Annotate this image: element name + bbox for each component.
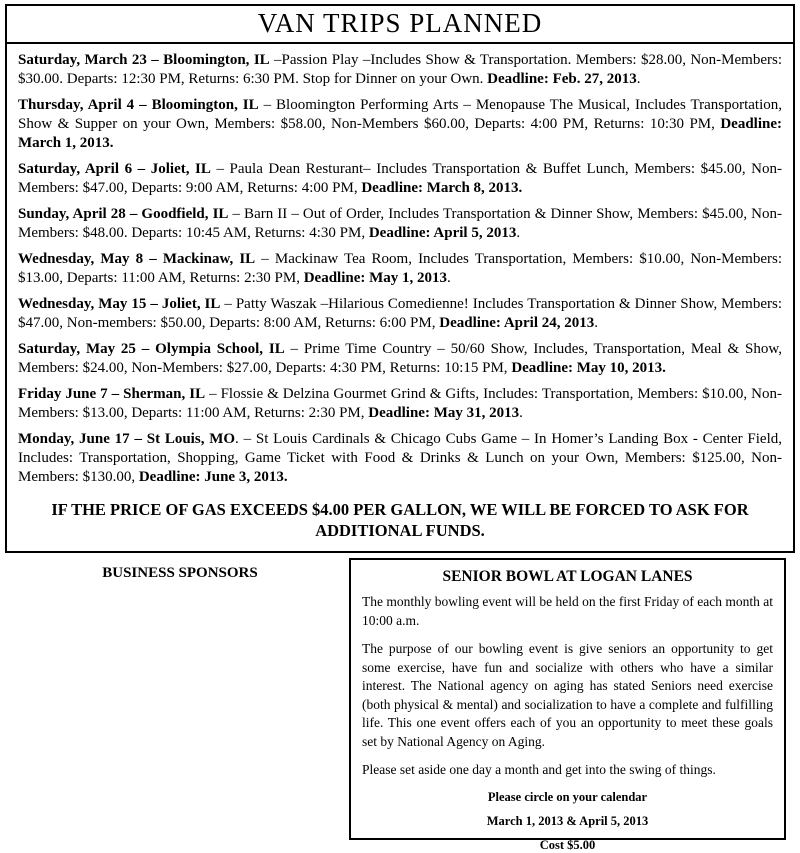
senior-bowl-paragraph: The monthly bowling event will be held on the first Friday of each month at 10:00 a.m. bbox=[362, 594, 773, 628]
trip-entry-text: – Mackinaw Tea Room, Includes Transportation, Members: $10.00, Non-Members: $13.00, Departs: 11:00 AM, Returns: 2:30 PM, bbox=[18, 251, 782, 286]
trip-entry-text: . bbox=[594, 315, 598, 331]
senior-bowl-footer-line: Cost $5.00 bbox=[539, 837, 596, 852]
trip-entry-text: . bbox=[636, 71, 641, 87]
trip-entry bbox=[18, 340, 782, 378]
page-title: VAN TRIPS PLANNED bbox=[257, 8, 543, 38]
van-trips-title-box bbox=[5, 4, 795, 44]
trip-entry bbox=[18, 250, 782, 288]
trip-entry-text: – Prime Time Country – 50/60 Show, Includes, Transportation, Meal & Show, Members: $24.00, Non-Members: $27.00, Departs: 4:30 PM, Returns: 10:15 PM, bbox=[18, 341, 782, 376]
van-trips-content-box bbox=[5, 37, 795, 553]
trip-entry-text: – Patty Waszak –Hilarious Comedienne! Includes Transportation & Dinner Show, Members: $47.00, Non-members: $50.00, Departs: 8:00 AM, Returns: 6:00 PM, bbox=[18, 296, 782, 331]
trip-entry-text: – Barn II – Out of Order, Includes Transportation & Dinner Show, Members: $45.00, Non-Members: $48.00. Departs: 10:45 AM, Returns: 4:30 PM, bbox=[18, 206, 782, 241]
trip-entry bbox=[18, 295, 782, 333]
senior-bowl-footer bbox=[362, 790, 773, 853]
senior-bowl-paragraph: The purpose of our bowling event is give seniors an opportunity to get some exercise, have fun and socialize with others who have a similar interest. The National agency on aging has stated Seniors need exercise (both physical & mental) and socialization to have a complete and fulfilling life. This one event offers each of you an opportunity to meet these goals set by National Agency on Aging. bbox=[362, 641, 773, 749]
trip-entry-bold-text: Thursday, April 4 – Bloomington, IL bbox=[18, 97, 259, 113]
trip-entry-text: . bbox=[447, 270, 451, 286]
trip-entry-bold-text: Sunday, April 28 – Goodfield, IL bbox=[18, 206, 229, 222]
trip-entry-bold-text: Saturday, March 23 – Bloomington, IL bbox=[18, 52, 270, 68]
trip-entry-bold-text: Friday June 7 – Sherman, IL bbox=[18, 386, 206, 402]
trip-entry-text: –Passion Play –Includes Show & Transportation. Members: $28.00, Non-Members: $30.00. Departs: 12:30 PM, Returns: 6:30 PM. Stop for Dinner on your Own. bbox=[18, 52, 782, 87]
trip-entry-bold-text: Wednesday, May 15 – Joliet, IL bbox=[18, 296, 221, 312]
trip-entry-bold-text: Deadline: June 3, 2013. bbox=[138, 469, 288, 485]
trip-entry bbox=[18, 385, 782, 423]
trip-entry-bold-text: Deadline: May 1, 2013 bbox=[303, 270, 448, 286]
trip-entry-text: – Flossie & Delzina Gourmet Grind & Gifts, Includes: Transportation, Members: $10.00, Non-Members: $13.00, Departs: 11:00 AM, Returns: 2:30 PM, bbox=[18, 386, 782, 421]
trip-entry-bold-text: Monday, June 17 – St Louis, MO bbox=[18, 431, 236, 447]
trip-entry-text: . bbox=[516, 225, 521, 241]
trips-list bbox=[18, 51, 782, 487]
trip-entry-text: . bbox=[519, 405, 523, 421]
trip-entry-bold-text: Deadline: May 10, 2013. bbox=[511, 360, 666, 376]
trip-entry bbox=[18, 96, 782, 153]
senior-bowl-footer-line: Please circle on your calendar bbox=[487, 789, 648, 804]
trip-entry-text: – Bloomington Performing Arts – Menopause The Musical, Includes Transportation, Show & Supper on your Own, Members: $58.00, Non-Members $60.00, Departs: 4:00 PM, Returns: 10:30 PM, bbox=[18, 97, 782, 132]
trip-entry-bold-text: Deadline: Feb. 27, 2013 bbox=[487, 71, 637, 87]
trip-entry-bold-text: Saturday, May 25 – Olympia School, IL bbox=[18, 341, 285, 357]
senior-bowl-title: SENIOR BOWL AT LOGAN LANES bbox=[442, 568, 693, 585]
trip-entry-bold-text: Wednesday, May 8 – Mackinaw, IL bbox=[18, 251, 256, 267]
trip-entry-bold-text: Saturday, April 6 – Joliet, IL bbox=[18, 161, 211, 177]
senior-bowl-footer-line: March 1, 2013 & April 5, 2013 bbox=[486, 813, 649, 828]
trip-entry-text: – Paula Dean Resturant– Includes Transportation & Buffet Lunch, Members: $45.00, Non-Members: $47.00, Departs: 9:00 AM, Returns: 4:00 PM, bbox=[18, 161, 782, 196]
senior-bowl-paragraphs bbox=[362, 593, 773, 780]
trip-entry-bold-text: Deadline: April 24, 2013 bbox=[439, 315, 595, 331]
business-sponsors-heading: BUSINESS SPONSORS bbox=[102, 565, 258, 581]
trip-entry-bold-text: Deadline: April 5, 2013 bbox=[368, 225, 517, 241]
senior-bowl-box bbox=[349, 558, 786, 852]
trip-entry bbox=[18, 51, 782, 89]
trip-entry bbox=[18, 430, 782, 487]
gas-price-warning: IF THE PRICE OF GAS EXCEEDS $4.00 PER GALLON, WE WILL BE FORCED TO ASK FOR ADDITIONAL FUNDS. bbox=[51, 500, 749, 540]
senior-bowl-paragraph: Please set aside one day a month and get into the swing of things. bbox=[362, 762, 716, 777]
trip-entry-text: . – St Louis Cardinals & Chicago Cubs Game – In Homer’s Landing Box - Center Field, Includes: Transportation, Shopping, Game Ticket with Food & Drinks & Lunch on your Own, Members: $125.00, Non-Members: $130.00, bbox=[18, 431, 782, 485]
trip-entry bbox=[18, 160, 782, 198]
trip-entry-bold-text: Deadline: March 8, 2013. bbox=[361, 180, 523, 196]
trip-entry bbox=[18, 205, 782, 243]
trip-entry-bold-text: Deadline: May 31, 2013 bbox=[368, 405, 520, 421]
trip-entry-bold-text: Deadline: March 1, 2013. bbox=[18, 116, 782, 151]
